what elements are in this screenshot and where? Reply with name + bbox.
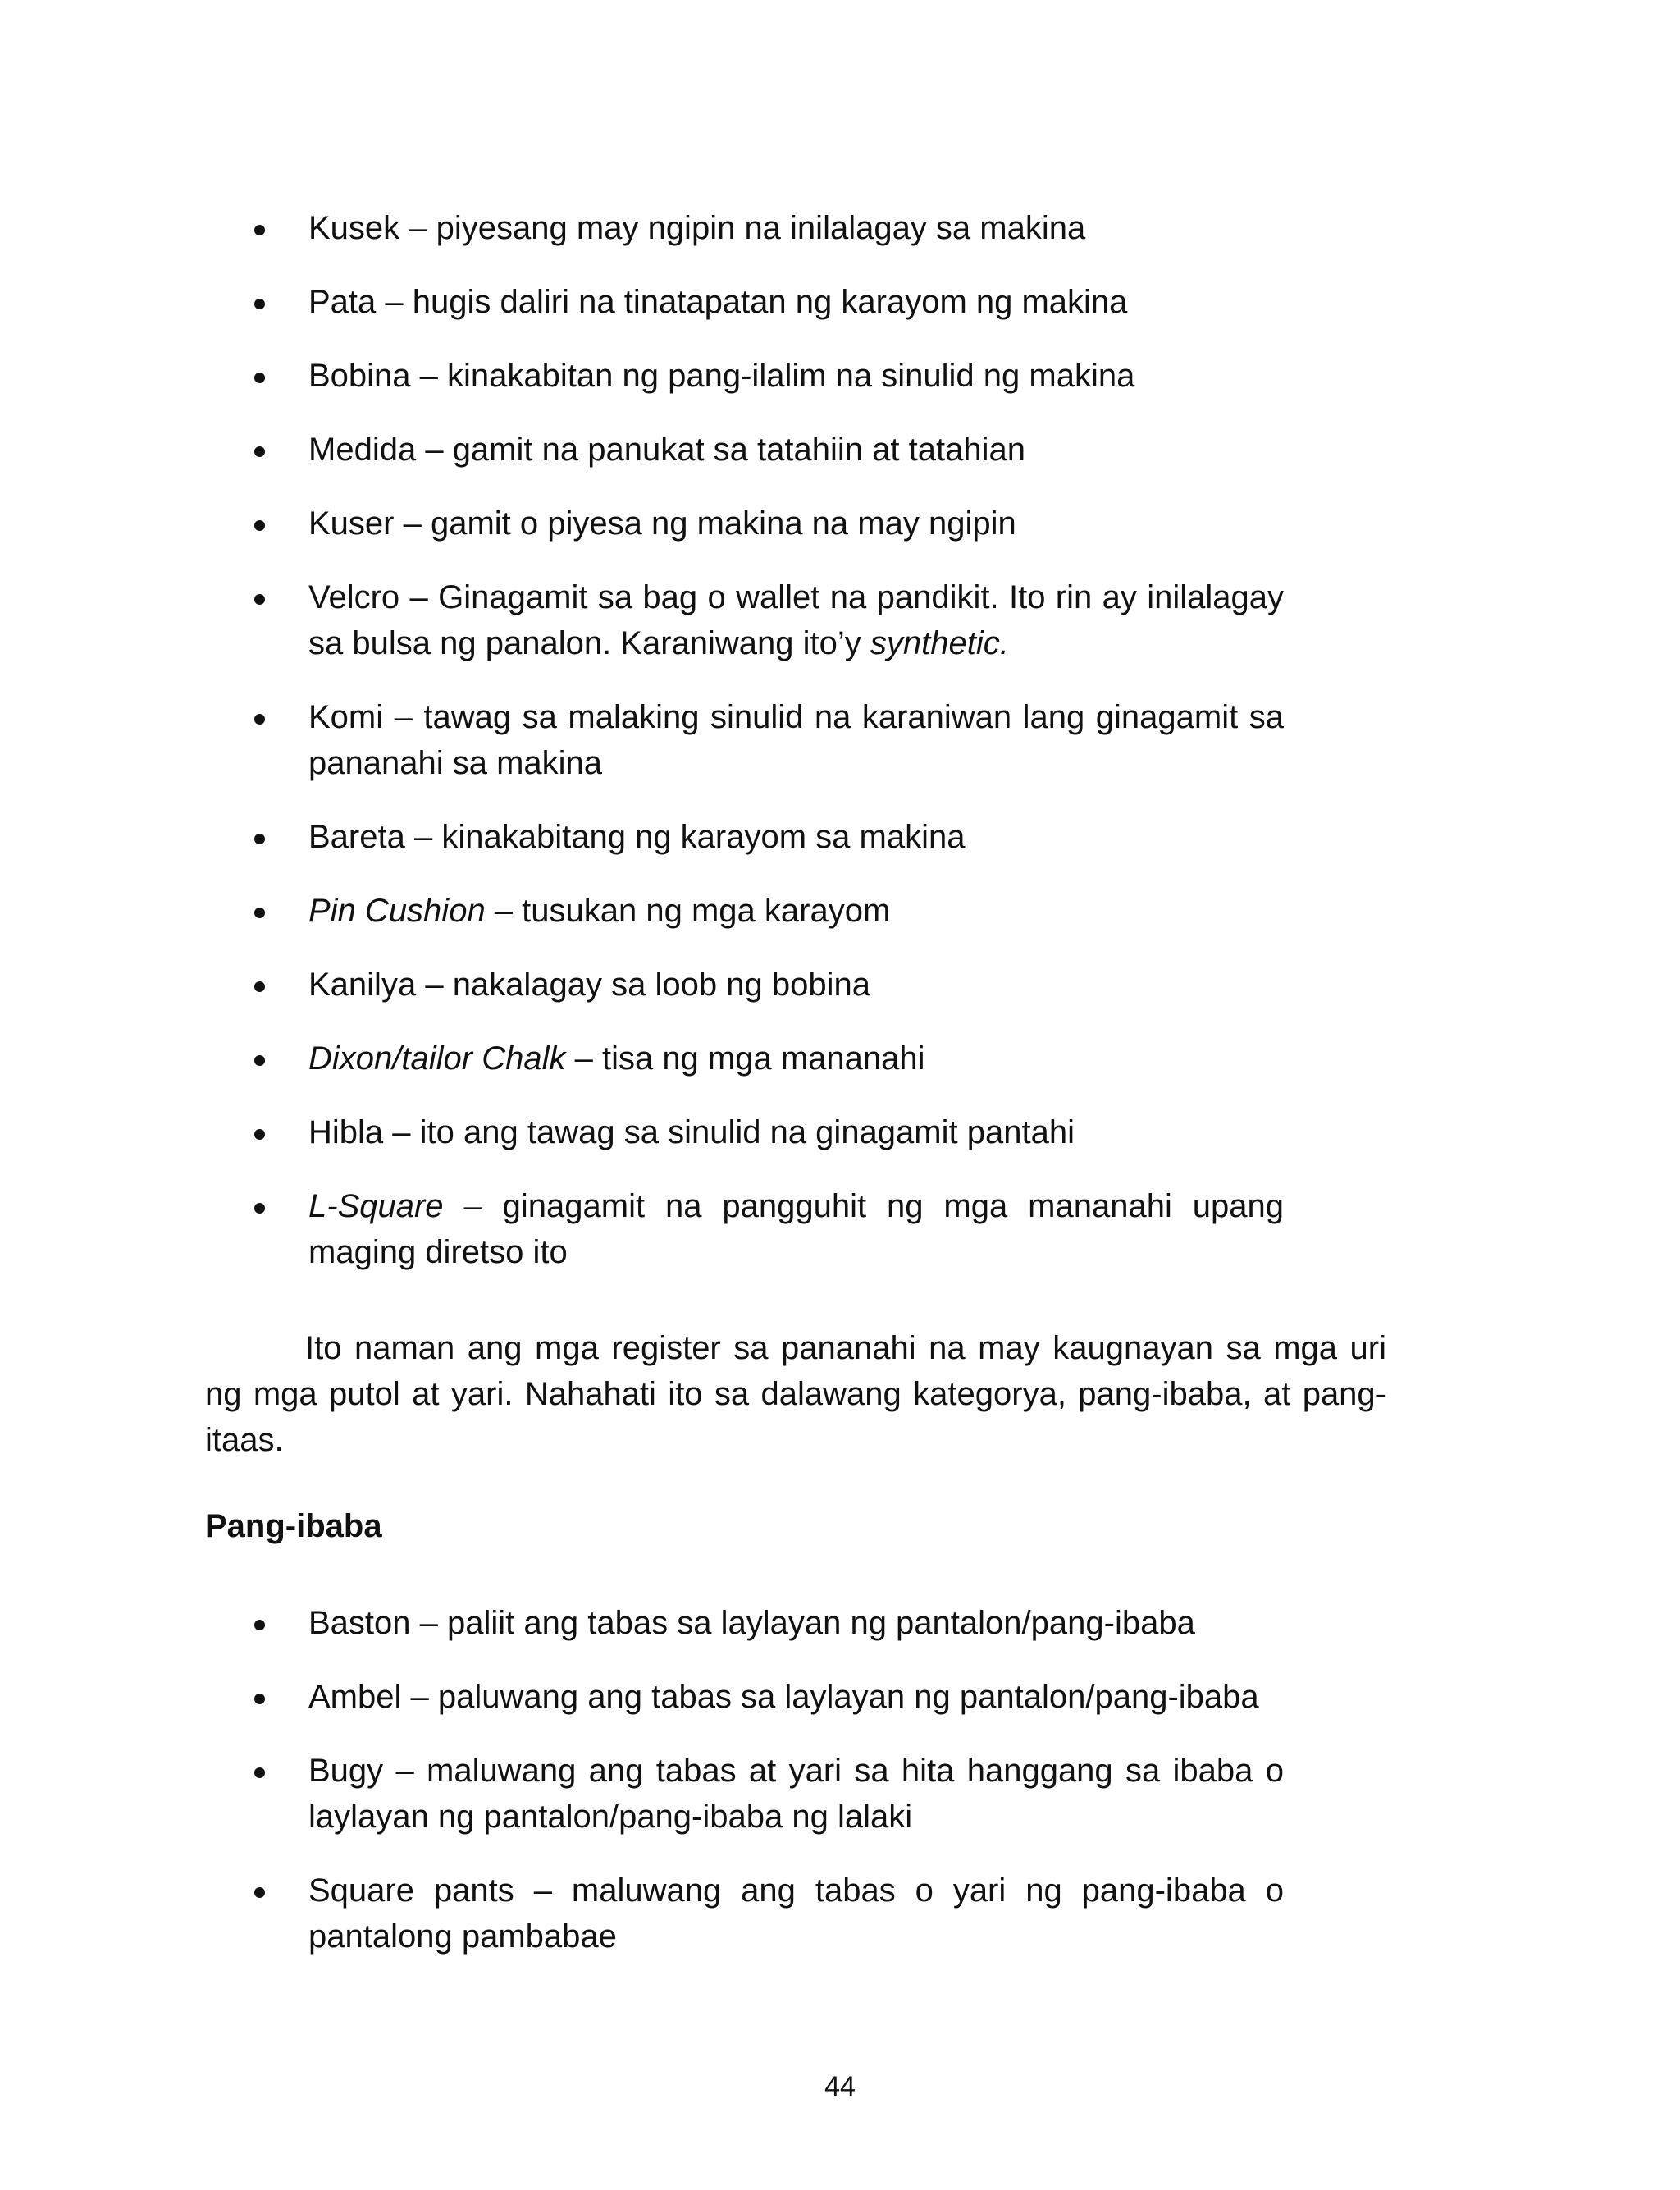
separator: – <box>514 1872 572 1909</box>
term: Pin Cushion <box>308 893 486 929</box>
separator: – <box>383 1114 420 1150</box>
list-item <box>254 205 1284 251</box>
separator: – <box>401 1679 438 1715</box>
definition: paluwang ang tabas sa laylayan ng pantalon/pang-ibaba <box>437 1679 1259 1715</box>
term: Pata <box>308 284 377 320</box>
bullet-icon <box>254 446 265 457</box>
list-item <box>254 353 1284 399</box>
separator: – <box>376 284 413 320</box>
separator: – <box>410 358 448 394</box>
definition: paliit ang tabas sa laylayan ng pantalon/pang-ibaba <box>447 1605 1195 1641</box>
term: Square pants <box>308 1872 514 1909</box>
separator: – <box>399 210 436 246</box>
list-item <box>254 814 1284 860</box>
separator: – <box>394 505 431 542</box>
definition: tusukan ng mga karayom <box>522 893 891 929</box>
definition-list-tools <box>254 205 1284 1303</box>
definition: maluwang ang tabas o yari ng pang-ibaba o pantalong pambabae <box>308 1872 1284 1955</box>
separator: – <box>565 1040 602 1077</box>
term: Hibla <box>308 1114 384 1150</box>
bullet-icon <box>254 520 265 531</box>
definition: maluwang ang tabas at yari sa hita hanggang sa ibaba o laylayan ng pantalon/pang-ibaba ng lalaki <box>308 1753 1284 1835</box>
separator: – <box>485 893 523 929</box>
bullet-icon <box>254 1767 265 1778</box>
separator: – <box>410 1605 448 1641</box>
list-item <box>254 1109 1284 1155</box>
list-item <box>254 694 1284 786</box>
bullet-icon <box>254 981 265 992</box>
bullet-icon <box>254 1887 265 1898</box>
term: Baston <box>308 1605 411 1641</box>
bullet-icon <box>254 908 265 918</box>
term: Kusek <box>308 210 400 246</box>
separator: – <box>443 1188 503 1224</box>
bullet-icon <box>254 225 265 235</box>
list-item <box>254 888 1284 934</box>
term: Komi <box>308 699 384 735</box>
definition: ginagamit na pangguhit ng mga mananahi upang maging diretso ito <box>308 1188 1284 1270</box>
list-item <box>254 1183 1284 1275</box>
list-item <box>254 962 1284 1008</box>
list-item <box>254 1868 1284 1959</box>
bullet-icon <box>254 1203 265 1214</box>
bullet-icon <box>254 1694 265 1704</box>
definition: tisa ng mga mananahi <box>601 1040 925 1077</box>
list-item <box>254 279 1284 325</box>
list-item <box>254 501 1284 546</box>
separator: – <box>404 819 442 855</box>
term: Bobina <box>308 358 411 394</box>
definition: gamit o piyesa ng makina na may ngipin <box>430 505 1016 542</box>
definition: kinakabitang ng karayom sa makina <box>441 819 966 855</box>
term: Bareta <box>308 819 405 855</box>
separator: – <box>383 1753 427 1789</box>
list-item <box>254 427 1284 473</box>
term: Ambel <box>308 1679 402 1715</box>
term: Velcro <box>308 579 400 615</box>
separator: – <box>416 967 453 1003</box>
list-item <box>254 1036 1284 1081</box>
term: L-Square <box>308 1188 444 1224</box>
definition: Ginagamit sa bag o wallet na pandikit. Ito rin ay inilalagay sa bulsa ng panalon. Karaniwang ito’y <box>308 579 1285 661</box>
definition: gamit na panukat sa tatahiin at tatahian <box>452 432 1025 468</box>
definition: kinakabitan ng pang-ilalim na sinulid ng makina <box>447 358 1135 394</box>
definition: piyesang may ngipin na inilalagay sa makina <box>436 210 1086 246</box>
bullet-icon <box>254 373 265 383</box>
bullet-icon <box>254 1055 265 1066</box>
term: Kuser <box>308 505 395 542</box>
separator: – <box>416 432 453 468</box>
definition: tawag sa malaking sinulid na karaniwan lang ginagamit sa pananahi sa makina <box>308 699 1284 781</box>
term: Bugy <box>308 1753 384 1789</box>
bullet-icon <box>254 834 265 844</box>
bullet-icon <box>254 1129 265 1140</box>
definition-italic: synthetic. <box>870 625 1009 661</box>
separator: – <box>399 579 439 615</box>
section-heading: Pang-ibaba <box>205 1508 382 1544</box>
list-item <box>254 1748 1284 1840</box>
list-item <box>254 1674 1284 1720</box>
bullet-icon <box>254 714 265 725</box>
intro-paragraph: Ito naman ang mga register sa pananahi na may kaugnayan sa mga uri ng mga putol at yari. Nahahati ito sa dalawang kategorya, pang-ibaba, at pang-itaas. <box>205 1330 1386 1458</box>
page-number: 44 <box>824 2071 856 2102</box>
list-item <box>254 1600 1284 1646</box>
definition-list-pang-ibaba <box>254 1600 1284 1987</box>
definition: hugis daliri na tinatapatan ng karayom ng makina <box>412 284 1128 320</box>
term: Medida <box>308 432 417 468</box>
separator: – <box>383 699 424 735</box>
list-item <box>254 574 1284 666</box>
definition: nakalagay sa loob ng bobina <box>452 967 870 1003</box>
definition: ito ang tawag sa sinulid na ginagamit pantahi <box>419 1114 1075 1150</box>
bullet-icon <box>254 299 265 309</box>
term: Kanilya <box>308 967 417 1003</box>
bullet-icon <box>254 1620 265 1630</box>
term: Dixon/tailor Chalk <box>308 1040 566 1077</box>
bullet-icon <box>254 594 265 605</box>
